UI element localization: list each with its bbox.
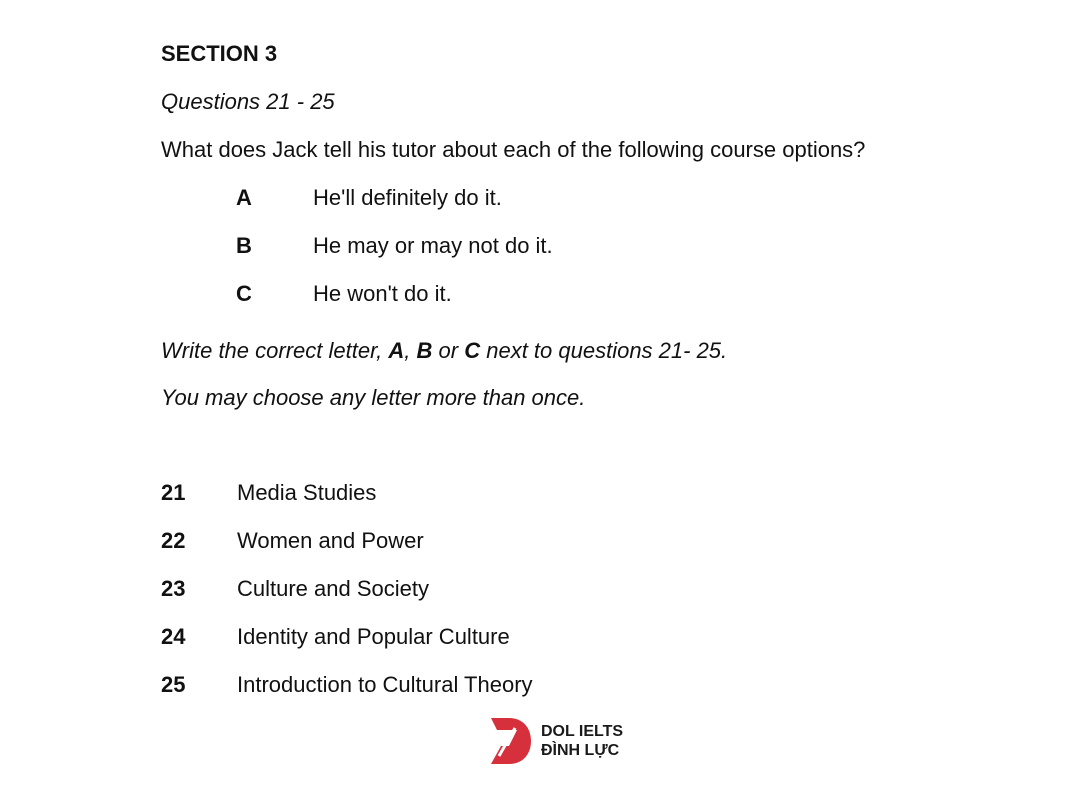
question-number: 24 — [161, 624, 186, 649]
question-number: 23 — [161, 576, 186, 601]
option-text: He'll definitely do it. — [313, 185, 502, 210]
option-c — [236, 281, 452, 307]
option-letter: B — [236, 233, 252, 258]
question-number: 22 — [161, 528, 186, 553]
logo-line-2: ĐÌNH LỰC — [541, 742, 620, 759]
question-label: Media Studies — [237, 480, 377, 505]
question-number: 25 — [161, 672, 186, 697]
question-label: Introduction to Cultural Theory — [237, 672, 533, 697]
option-text: He won't do it. — [313, 281, 452, 306]
instruction-any-letter: You may choose any letter more than once. — [161, 385, 586, 410]
question-label: Identity and Popular Culture — [237, 624, 510, 649]
question-item — [161, 672, 533, 698]
question-number: 21 — [161, 480, 186, 505]
question-label: Culture and Society — [237, 576, 429, 601]
question-item — [161, 528, 424, 554]
logo-text — [541, 722, 623, 760]
dol-logo — [489, 716, 623, 766]
question-item — [161, 576, 429, 602]
option-b — [236, 233, 553, 259]
option-letter: C — [236, 281, 252, 306]
option-letter: A — [236, 185, 252, 210]
question-item — [161, 480, 376, 506]
option-a — [236, 185, 502, 211]
question-prompt: What does Jack tell his tutor about each of the following course options? — [161, 137, 866, 162]
instruction-write-letter: Write the correct letter, A, B or C next to questions 21- 25. — [161, 338, 728, 363]
question-item — [161, 624, 510, 650]
dol-logo-icon — [489, 716, 533, 766]
logo-line-1: DOL IELTS — [541, 723, 624, 740]
option-text: He may or may not do it. — [313, 233, 553, 258]
question-label: Women and Power — [237, 528, 424, 553]
section-title: SECTION 3 — [161, 41, 278, 66]
questions-range: Questions 21 - 25 — [161, 89, 335, 114]
